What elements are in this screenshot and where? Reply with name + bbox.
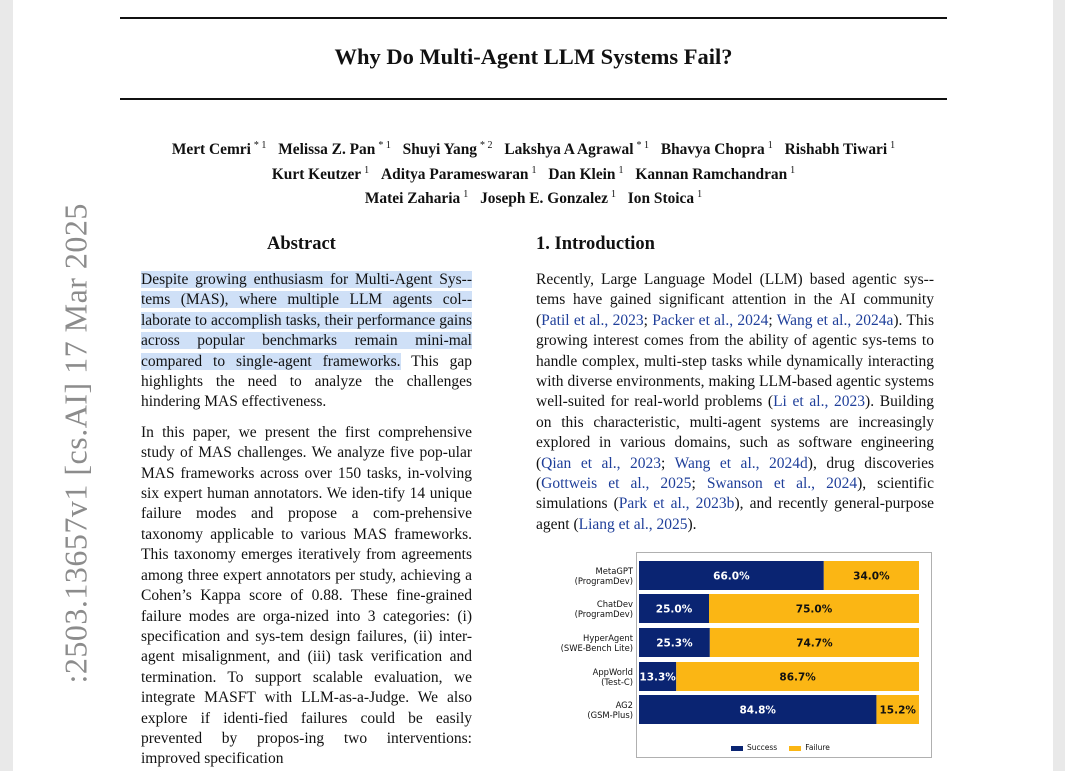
- introduction-text: ).: [687, 515, 697, 533]
- author-name: [628, 190, 702, 207]
- chart-category-label: [543, 566, 633, 586]
- author-affiliation-mark: * 1: [253, 140, 267, 151]
- author-name: [504, 141, 649, 158]
- author-name: [548, 166, 623, 183]
- citation-link[interactable]: Patil et al., 2023: [541, 311, 644, 329]
- author-affiliation-mark: 1: [618, 164, 624, 176]
- author-affiliation-mark: 1: [890, 140, 896, 151]
- introduction-text: ;: [643, 311, 653, 329]
- author-name-text: Melissa Z. Pan: [278, 141, 376, 159]
- author-line-1: [120, 136, 947, 161]
- author-name-text: Aditya Parameswaran: [381, 165, 529, 183]
- author-name-text: Rishabh Tiwari: [784, 141, 888, 159]
- citation-link[interactable]: Liang et al., 2025: [578, 515, 688, 533]
- citation-link[interactable]: Wang et al., 2024a: [776, 311, 894, 329]
- bar-value-label: 25.3%: [656, 637, 693, 650]
- legend-label: Success: [747, 743, 778, 752]
- citation-link[interactable]: Swanson et al., 2024: [706, 475, 858, 493]
- chart-category-label-line: (Test-C): [601, 677, 633, 687]
- arxiv-identifier-stamp: :2503.13657v1 [cs.AI] 17 Mar 2025: [57, 203, 94, 684]
- author-name: [480, 190, 616, 207]
- introduction-text: ;: [691, 475, 707, 493]
- author-affiliation-mark: 1: [364, 164, 370, 176]
- author-affiliation-mark: 1: [531, 164, 537, 176]
- chart-category-label-line: (ProgramDev): [574, 609, 633, 619]
- bar-value-label: 75.0%: [795, 603, 833, 616]
- author-name: [635, 166, 795, 183]
- abstract-paragraph-1-rest: This gap highlights the need to analyze the challenges hindering MAS effectiveness.: [141, 352, 472, 411]
- legend-item-success: [731, 743, 777, 752]
- chart-category-label-line: AppWorld: [592, 667, 633, 677]
- bar-value-label: 15.2%: [879, 704, 916, 717]
- author-name-text: Bhavya Chopra: [660, 141, 765, 159]
- citation-link[interactable]: Li et al., 2023: [773, 393, 866, 411]
- author-name-text: Kannan Ramchandran: [635, 165, 788, 183]
- chart-category-label-line: MetaGPT: [595, 566, 633, 576]
- bar-value-label: 66.0%: [713, 570, 750, 583]
- introduction-text: ;: [661, 454, 675, 472]
- abstract-heading: Abstract: [267, 234, 336, 254]
- abstract-paragraph-2: In this paper, we present the first comprehensive study of MAS challenges. We analyze five pop-ular MAS frameworks across over 150 tasks, in-volving six expert human annotators. We iden-tify 14 unique failure modes and propose a com-prehensive taxonomy applicable to various MAS frameworks. This taxonomy emerges iteratively from agreements among three expert annotators per study, achieving a Cohen’s Kappa score of 0.88. These fine-grained failure modes are orga-nized into 3 categories: (i) specification and sys-tem design failures, (ii) inter-agent misalignment, and (iii) task verification and termination. To support scalable evaluation, we integrate MASFT with LLM-as-a-Judge. We also explore if identi-fied failures could be easily prevented by propos-ing two interventions: improved specification: [141, 423, 472, 768]
- author-affiliation-mark: 1: [767, 140, 773, 151]
- chart-category-label-line: HyperAgent: [583, 633, 633, 643]
- legend-swatch: [789, 746, 801, 751]
- author-name: [661, 141, 773, 158]
- author-name: [172, 141, 267, 158]
- author-list: [120, 136, 947, 210]
- author-name: [278, 141, 391, 158]
- citation-link[interactable]: Qian et al., 2023: [541, 454, 661, 472]
- chart-category-label-line: (SWE-Bench Lite): [560, 643, 633, 653]
- introduction-body: [536, 270, 934, 535]
- chart-category-label: [543, 667, 633, 687]
- author-name: [785, 141, 896, 158]
- author-name-text: Ion Stoica: [627, 190, 695, 208]
- author-affiliation-mark: 1: [463, 189, 469, 201]
- failure-rate-chart: [636, 552, 932, 758]
- citation-link[interactable]: Park et al., 2023b: [618, 495, 735, 513]
- bar-value-label: 25.0%: [655, 603, 693, 616]
- author-line-2: [120, 161, 947, 186]
- bar-value-label: 84.8%: [739, 704, 776, 717]
- title-bottom-rule: [120, 98, 947, 100]
- introduction-heading: 1. Introduction: [536, 234, 655, 254]
- chart-category-label: [543, 700, 633, 720]
- citation-link[interactable]: Gottweis et al., 2025: [541, 475, 692, 493]
- author-affiliation-mark: 1: [697, 189, 703, 201]
- bar-value-label: 34.0%: [853, 570, 890, 583]
- chart-category-label: [543, 599, 633, 619]
- author-affiliation-mark: 1: [610, 189, 616, 201]
- introduction-text: ;: [768, 311, 777, 329]
- abstract-body: [141, 270, 472, 770]
- introduction-text: ), scientific simulations (: [536, 475, 934, 513]
- author-affiliation-mark: * 1: [636, 140, 649, 151]
- author-name-text: Kurt Keutzer: [271, 165, 362, 183]
- bar-value-label: 86.7%: [779, 671, 816, 684]
- top-rule: [120, 17, 947, 19]
- abstract-paragraph-1: [141, 270, 472, 413]
- author-affiliation-mark: * 2: [479, 140, 493, 151]
- chart-category-label-line: (GSM-Plus): [587, 710, 633, 720]
- citation-link[interactable]: Packer et al., 2024: [652, 311, 769, 329]
- introduction-text: ), and recently general-purpose agent (: [536, 495, 934, 533]
- chart-category-label-line: AG2: [615, 700, 633, 710]
- chart-plot-area: [637, 553, 931, 757]
- highlighted-text: Despite growing enthusiasm for Multi-Agent Sys-tems (MAS), where multiple LLM agents col-laborate to accomplish tasks, their performance gains across popular benchmarks remain mini-mal compared to single-agent frameworks.: [141, 271, 472, 370]
- legend-item-failure: [789, 743, 830, 752]
- author-name-text: Joseph E. Gonzalez: [480, 190, 608, 208]
- chart-legend: [731, 743, 830, 752]
- author-name: [365, 190, 468, 207]
- bar-value-label: 74.7%: [796, 637, 833, 650]
- paper-page: [13, 0, 1053, 771]
- author-name-text: Dan Klein: [548, 165, 616, 183]
- introduction-text: ). Building on this characteristic, multi-agent systems are increasingly explored in various domains, such as software engineering (: [536, 393, 935, 472]
- author-name-text: Mert Cemri: [171, 141, 251, 159]
- author-name: [272, 166, 369, 183]
- author-name-text: Shuyi Yang: [402, 141, 477, 159]
- introduction-text: ). This growing interest comes from the ability of agentic sys-tems to handle complex, multi-step tasks while dynamically interacting with diverse environments, making LLM-based agentic systems well-suited for real-world problems (: [536, 311, 934, 411]
- introduction-paragraph: [536, 270, 934, 535]
- introduction-text: Recently, Large Language Model (LLM) based agentic sys-tems have gained significant attention in the AI community (: [536, 271, 934, 329]
- author-name-text: Matei Zaharia: [364, 190, 461, 208]
- introduction-text: ), drug discoveries (: [536, 454, 935, 493]
- bar-value-label: 13.3%: [639, 671, 676, 684]
- author-name: [403, 141, 493, 158]
- chart-category-label: [543, 633, 633, 653]
- chart-category-label-line: (ProgramDev): [574, 576, 633, 586]
- author-name-text: Lakshya A Agrawal: [504, 141, 634, 159]
- author-name: [381, 166, 536, 183]
- legend-swatch: [731, 746, 743, 751]
- citation-link[interactable]: Wang et al., 2024d: [674, 454, 808, 472]
- legend-label: Failure: [805, 743, 830, 752]
- paper-title: Why Do Multi-Agent LLM Systems Fail?: [334, 44, 733, 69]
- author-line-3: [120, 185, 947, 210]
- author-affiliation-mark: 1: [790, 164, 796, 176]
- chart-category-label-line: ChatDev: [596, 599, 633, 609]
- author-affiliation-mark: * 1: [378, 140, 391, 151]
